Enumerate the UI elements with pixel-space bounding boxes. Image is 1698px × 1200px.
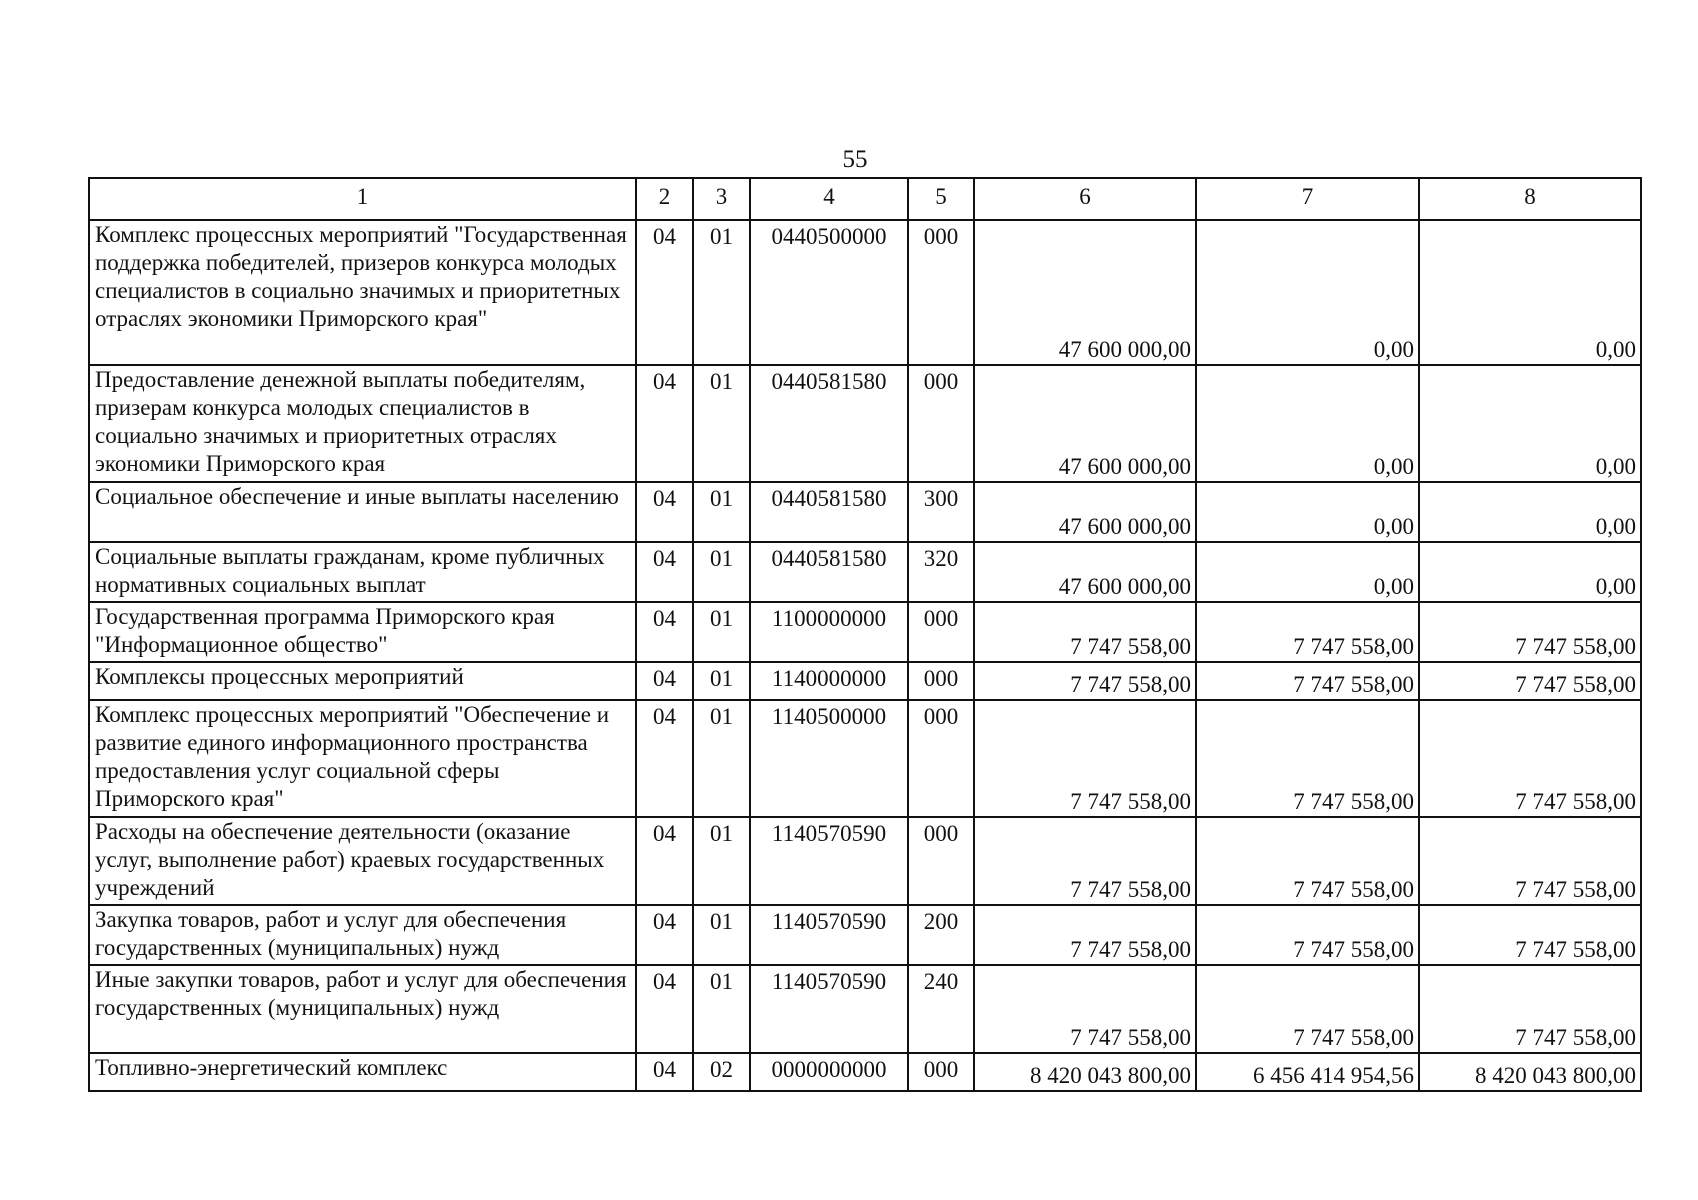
target-article-code: 1140570590 <box>750 905 908 965</box>
amount-col-8: 0,00 <box>1419 542 1641 602</box>
expense-type-code: 000 <box>908 662 974 700</box>
item-name: Комплексы процессных мероприятий <box>89 662 636 700</box>
expense-type-code: 000 <box>908 602 974 662</box>
expense-type-code: 300 <box>908 482 974 542</box>
expense-type-code: 320 <box>908 542 974 602</box>
section-code: 04 <box>636 365 693 482</box>
amount-col-6: 7 747 558,00 <box>974 905 1196 965</box>
subsection-code: 01 <box>693 700 750 817</box>
amount-col-6: 47 600 000,00 <box>974 220 1196 365</box>
item-name: Комплекс процессных мероприятий "Государственная поддержка победителей, призеров конкурса молодых специалистов в социально значимых и приоритетных отраслях экономики Приморского края" <box>89 220 636 365</box>
table-row <box>89 965 1641 1053</box>
amount-col-8: 7 747 558,00 <box>1419 905 1641 965</box>
expense-type-code: 000 <box>908 365 974 482</box>
table-row <box>89 817 1641 905</box>
amount-col-7: 0,00 <box>1196 482 1419 542</box>
target-article-code: 1100000000 <box>750 602 908 662</box>
item-name: Закупка товаров, работ и услуг для обеспечения государственных (муниципальных) нужд <box>89 905 636 965</box>
target-article-code: 0440500000 <box>750 220 908 365</box>
amount-col-7: 7 747 558,00 <box>1196 700 1419 817</box>
section-code: 04 <box>636 542 693 602</box>
budget-table <box>88 177 1642 1092</box>
table-row <box>89 220 1641 365</box>
amount-col-7: 7 747 558,00 <box>1196 905 1419 965</box>
item-name: Комплекс процессных мероприятий "Обеспечение и развитие единого информационного пространства предоставления услуг социальной сферы Приморского края" <box>89 700 636 817</box>
amount-col-8: 0,00 <box>1419 220 1641 365</box>
table-row <box>89 602 1641 662</box>
table-row <box>89 1053 1641 1091</box>
page-number: 55 <box>842 146 868 173</box>
table-row <box>89 482 1641 542</box>
expense-type-code: 000 <box>908 817 974 905</box>
table-row <box>89 700 1641 817</box>
section-code: 04 <box>636 965 693 1053</box>
amount-col-6: 47 600 000,00 <box>974 365 1196 482</box>
column-header: 6 <box>974 178 1196 220</box>
table-row <box>89 542 1641 602</box>
subsection-code: 01 <box>693 602 750 662</box>
target-article-code: 1140000000 <box>750 662 908 700</box>
section-code: 04 <box>636 482 693 542</box>
column-header: 7 <box>1196 178 1419 220</box>
table-row <box>89 365 1641 482</box>
section-code: 04 <box>636 220 693 365</box>
amount-col-6: 7 747 558,00 <box>974 700 1196 817</box>
target-article-code: 0440581580 <box>750 365 908 482</box>
item-name: Иные закупки товаров, работ и услуг для обеспечения государственных (муниципальных) нужд <box>89 965 636 1053</box>
amount-col-7: 7 747 558,00 <box>1196 965 1419 1053</box>
target-article-code: 1140570590 <box>750 817 908 905</box>
target-article-code: 0440581580 <box>750 482 908 542</box>
amount-col-6: 7 747 558,00 <box>974 602 1196 662</box>
amount-col-8: 8 420 043 800,00 <box>1419 1053 1641 1091</box>
subsection-code: 01 <box>693 220 750 365</box>
subsection-code: 01 <box>693 905 750 965</box>
amount-col-8: 7 747 558,00 <box>1419 662 1641 700</box>
table-row <box>89 905 1641 965</box>
column-header: 1 <box>89 178 636 220</box>
amount-col-7: 7 747 558,00 <box>1196 817 1419 905</box>
expense-type-code: 200 <box>908 905 974 965</box>
target-article-code: 1140570590 <box>750 965 908 1053</box>
amount-col-6: 7 747 558,00 <box>974 817 1196 905</box>
amount-col-7: 0,00 <box>1196 542 1419 602</box>
section-code: 04 <box>636 700 693 817</box>
section-code: 04 <box>636 1053 693 1091</box>
section-code: 04 <box>636 905 693 965</box>
subsection-code: 01 <box>693 542 750 602</box>
expense-type-code: 000 <box>908 700 974 817</box>
subsection-code: 01 <box>693 965 750 1053</box>
amount-col-7: 7 747 558,00 <box>1196 662 1419 700</box>
amount-col-8: 0,00 <box>1419 365 1641 482</box>
amount-col-6: 7 747 558,00 <box>974 662 1196 700</box>
amount-col-6: 8 420 043 800,00 <box>974 1053 1196 1091</box>
item-name: Предоставление денежной выплаты победителям, призерам конкурса молодых специалистов в социально значимых и приоритетных отраслях экономики Приморского края <box>89 365 636 482</box>
target-article-code: 1140500000 <box>750 700 908 817</box>
subsection-code: 01 <box>693 482 750 542</box>
expense-type-code: 000 <box>908 1053 974 1091</box>
target-article-code: 0440581580 <box>750 542 908 602</box>
column-header: 5 <box>908 178 974 220</box>
subsection-code: 02 <box>693 1053 750 1091</box>
column-header: 3 <box>693 178 750 220</box>
amount-col-7: 7 747 558,00 <box>1196 602 1419 662</box>
amount-col-7: 0,00 <box>1196 365 1419 482</box>
amount-col-7: 0,00 <box>1196 220 1419 365</box>
amount-col-8: 7 747 558,00 <box>1419 817 1641 905</box>
amount-col-8: 7 747 558,00 <box>1419 965 1641 1053</box>
column-header: 4 <box>750 178 908 220</box>
expense-type-code: 240 <box>908 965 974 1053</box>
section-code: 04 <box>636 602 693 662</box>
item-name: Расходы на обеспечение деятельности (оказание услуг, выполнение работ) краевых государственных учреждений <box>89 817 636 905</box>
amount-col-6: 7 747 558,00 <box>974 965 1196 1053</box>
amount-col-8: 0,00 <box>1419 482 1641 542</box>
item-name: Социальные выплаты гражданам, кроме публичных нормативных социальных выплат <box>89 542 636 602</box>
amount-col-7: 6 456 414 954,56 <box>1196 1053 1419 1091</box>
column-header: 8 <box>1419 178 1641 220</box>
subsection-code: 01 <box>693 817 750 905</box>
amount-col-6: 47 600 000,00 <box>974 482 1196 542</box>
amount-col-8: 7 747 558,00 <box>1419 602 1641 662</box>
amount-col-6: 47 600 000,00 <box>974 542 1196 602</box>
target-article-code: 0000000000 <box>750 1053 908 1091</box>
item-name: Государственная программа Приморского края "Информационное общество" <box>89 602 636 662</box>
section-code: 04 <box>636 817 693 905</box>
column-header: 2 <box>636 178 693 220</box>
section-code: 04 <box>636 662 693 700</box>
item-name: Социальное обеспечение и иные выплаты населению <box>89 482 636 542</box>
subsection-code: 01 <box>693 662 750 700</box>
subsection-code: 01 <box>693 365 750 482</box>
amount-col-8: 7 747 558,00 <box>1419 700 1641 817</box>
table-row <box>89 662 1641 700</box>
item-name: Топливно-энергетический комплекс <box>89 1053 636 1091</box>
column-number-row <box>89 178 1641 220</box>
expense-type-code: 000 <box>908 220 974 365</box>
